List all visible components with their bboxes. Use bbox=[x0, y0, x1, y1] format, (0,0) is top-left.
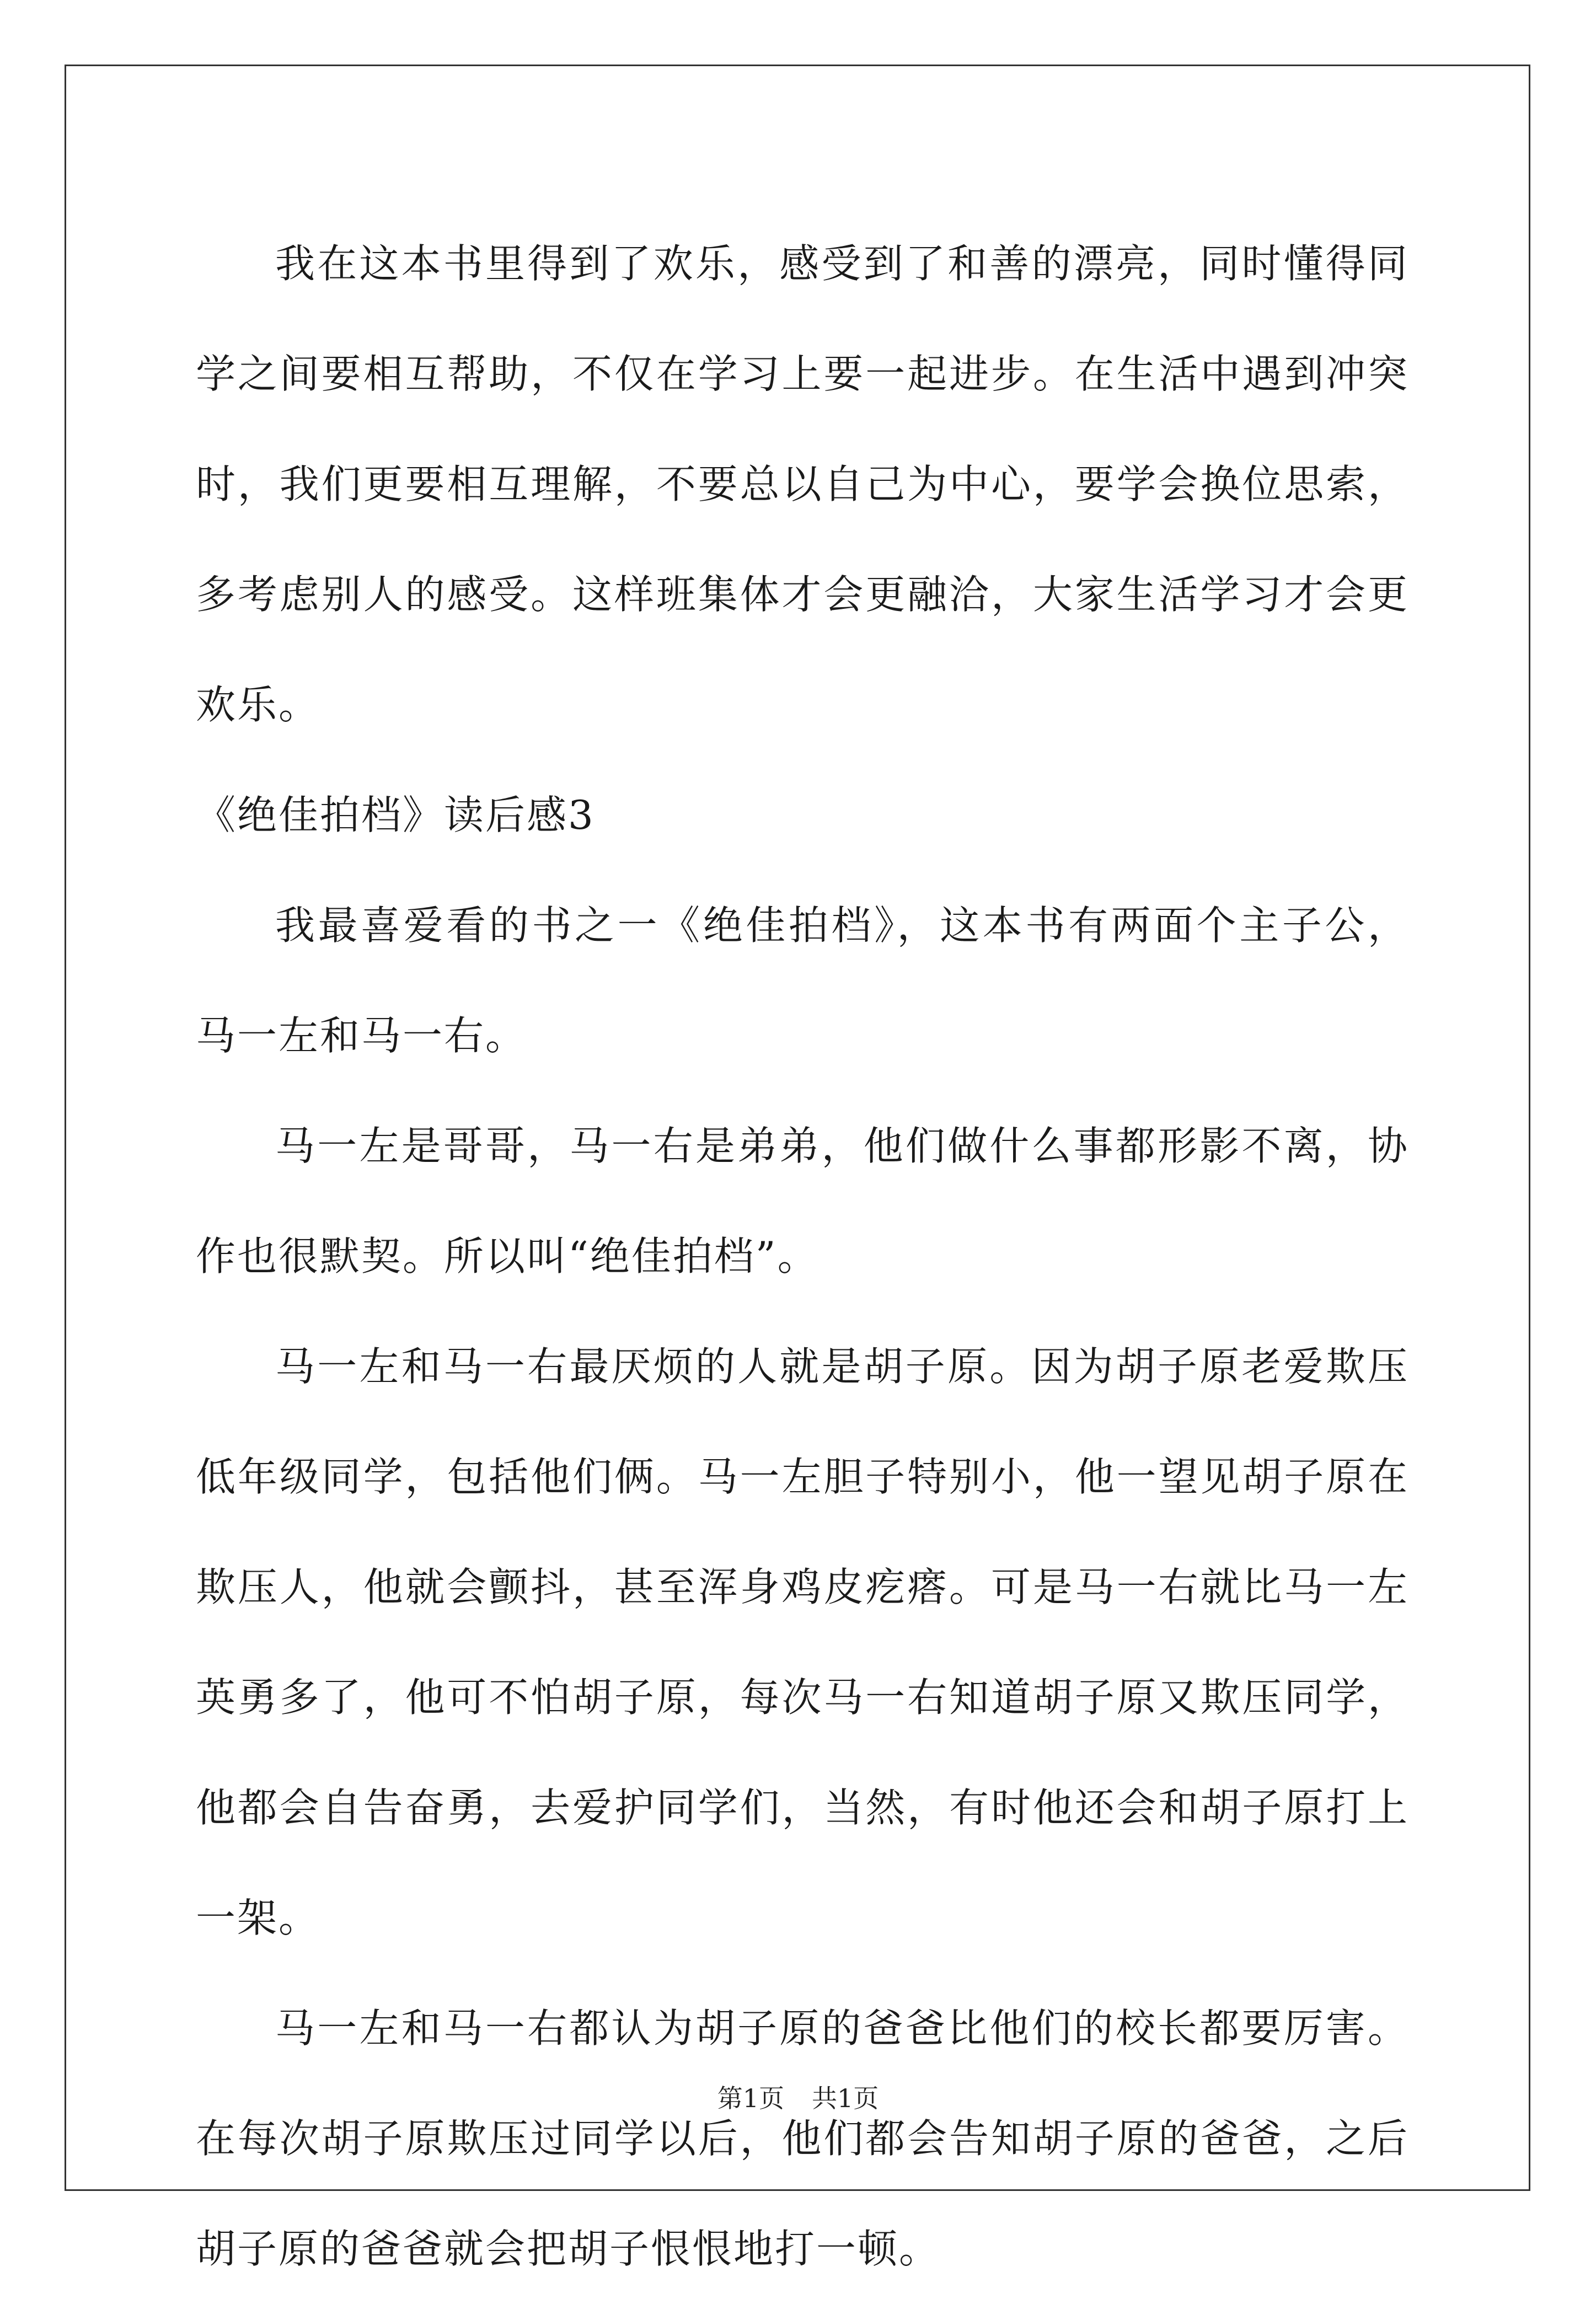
page-footer bbox=[0, 2082, 1596, 2115]
paragraph: 马一左和马一右都认为胡子原的爸爸比他们的校长都要厉害。在每次胡子原欺压过同学以后，他们都会告知胡子原的爸爸，之后胡子原的爸爸就会把胡子恨恨地打一顿。 bbox=[196, 2005, 1409, 2272]
paragraph: 我在这本书里得到了欢乐，感受到了和善的漂亮，同时懂得同学之间要相互帮助，不仅在学习上要一起进步。在生活中遇到冲突时，我们更要相互理解，不要总以自己为中心，要学会换位思索，多考虑别人的感受。这样班集体才会更融洽，大家生活学习才会更欢乐。 bbox=[196, 240, 1409, 728]
page-number-current: 第1页 bbox=[717, 2083, 784, 2113]
document-body bbox=[196, 208, 1409, 2304]
section-heading: 《绝佳拍档》读后感3 bbox=[196, 792, 595, 838]
paragraph: 我最喜爱看的书之一《绝佳拍档》，这本书有两面个主子公，马一左和马一右。 bbox=[196, 902, 1409, 1059]
paragraph: 马一左和马一右最厌烦的人就是胡子原。因为胡子原老爱欺压低年级同学，包括他们俩。马一左胆子特别小，他一望见胡子原在欺压人，他就会颤抖，甚至浑身鸡皮疙瘩。可是马一右就比马一左英勇多了，他可不怕胡子原，每次马一右知道胡子原又欺压同学，他都会自告奋勇，去爱护同学们，当然，有时他还会和胡子原打上一架。 bbox=[196, 1343, 1409, 1941]
page-number-total: 共1页 bbox=[812, 2083, 879, 2113]
paragraph: 马一左是哥哥，马一右是弟弟，他们做什么事都形影不离，协作也很默契。所以叫“绝佳拍档”。 bbox=[196, 1123, 1409, 1279]
